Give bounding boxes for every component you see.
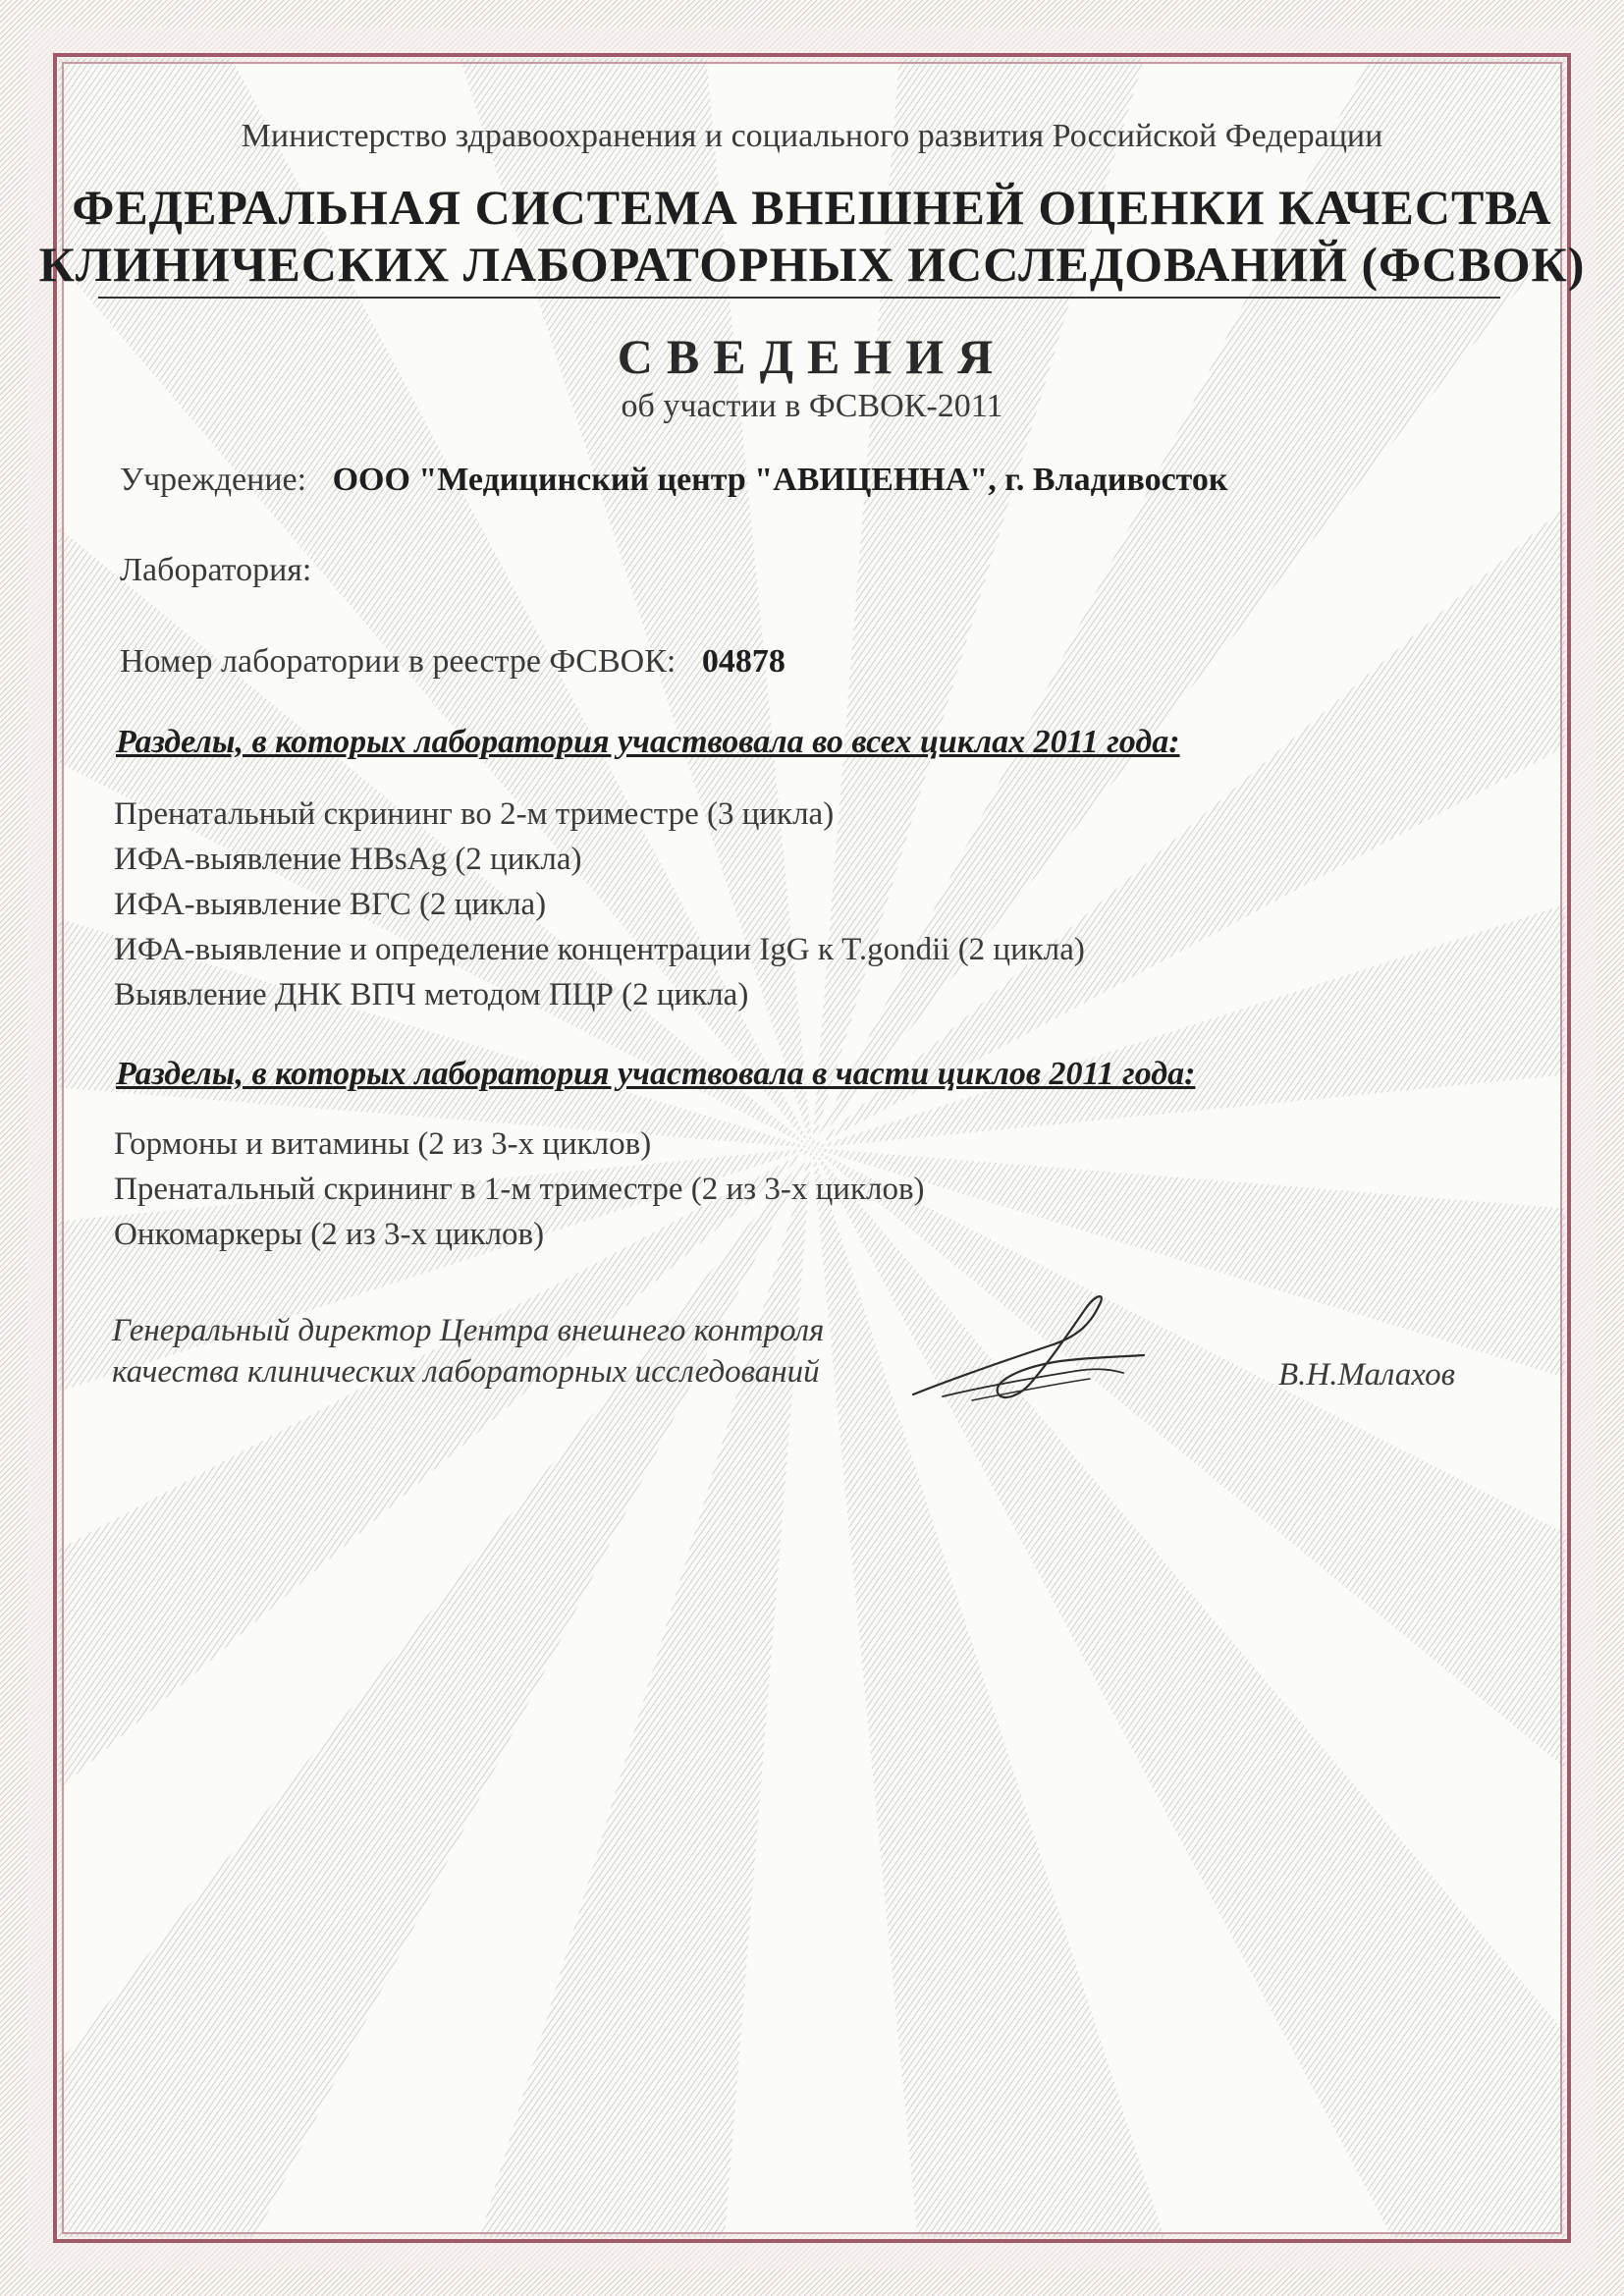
registry-row	[120, 643, 785, 681]
list-item: ИФА-выявление ВГС (2 цикла)	[114, 887, 547, 922]
institution-label: Учреждение:	[120, 462, 307, 498]
system-title-line-2: КЛИНИЧЕСКИХ ЛАБОРАТОРНЫХ ИССЛЕДОВАНИЙ (ФСВОК)	[38, 237, 1586, 292]
institution-value: ООО "Медицинский центр "АВИЦЕННА", г. Владивосток	[332, 462, 1228, 498]
registry-label: Номер лаборатории в реестре ФСВОК:	[120, 643, 677, 680]
section-heading-all-cycles: Разделы, в которых лаборатория участвовала во всех циклах 2011 года:	[116, 724, 1180, 760]
list-item: Пренатальный скрининг в 1-м триместре (2 из 3-х циклов)	[114, 1172, 925, 1207]
list-item: Онкомаркеры (2 из 3-х циклов)	[114, 1217, 545, 1252]
list-item: ИФА-выявление HBsAg (2 цикла)	[114, 842, 582, 877]
list-item: Пренатальный скрининг во 2-м триместре (3 цикла)	[114, 796, 835, 832]
list-item: Гормоны и витамины (2 из 3-х циклов)	[114, 1126, 652, 1162]
laboratory-label: Лаборатория:	[120, 552, 312, 588]
header-divider	[98, 297, 1500, 299]
signer-position-line-1: Генеральный директор Центра внешнего контроля	[112, 1313, 825, 1348]
handwritten-signature	[903, 1286, 1159, 1414]
section-list-all-cycles	[114, 792, 1085, 1017]
section-heading-partial-cycles: Разделы, в которых лаборатория участвовала в части циклов 2011 года:	[116, 1056, 1196, 1092]
signer-name: В.Н.Малахов	[1278, 1357, 1455, 1393]
document-subtitle: об участии в ФСВОК-2011	[621, 388, 1003, 424]
list-item: ИФА-выявление и определение концентрации IgG к T.gondii (2 цикла)	[114, 932, 1085, 967]
institution-row	[120, 462, 1228, 499]
system-title-line-1: ФЕДЕРАЛЬНАЯ СИСТЕМА ВНЕШНЕЙ ОЦЕНКИ КАЧЕСТВА	[72, 180, 1552, 235]
list-item: Выявление ДНК ВПЧ методом ПЦР (2 цикла)	[114, 977, 749, 1012]
laboratory-row	[120, 552, 329, 589]
signer-position	[112, 1310, 824, 1393]
ministry-name: Министерство здравоохранения и социального развития Российской Федерации	[241, 118, 1383, 154]
signer-position-line-2: качества клинических лабораторных исследований	[112, 1354, 820, 1390]
section-list-partial-cycles	[114, 1121, 925, 1257]
registry-number: 04878	[701, 643, 785, 680]
document-title: СВЕДЕНИЯ	[617, 329, 1007, 384]
